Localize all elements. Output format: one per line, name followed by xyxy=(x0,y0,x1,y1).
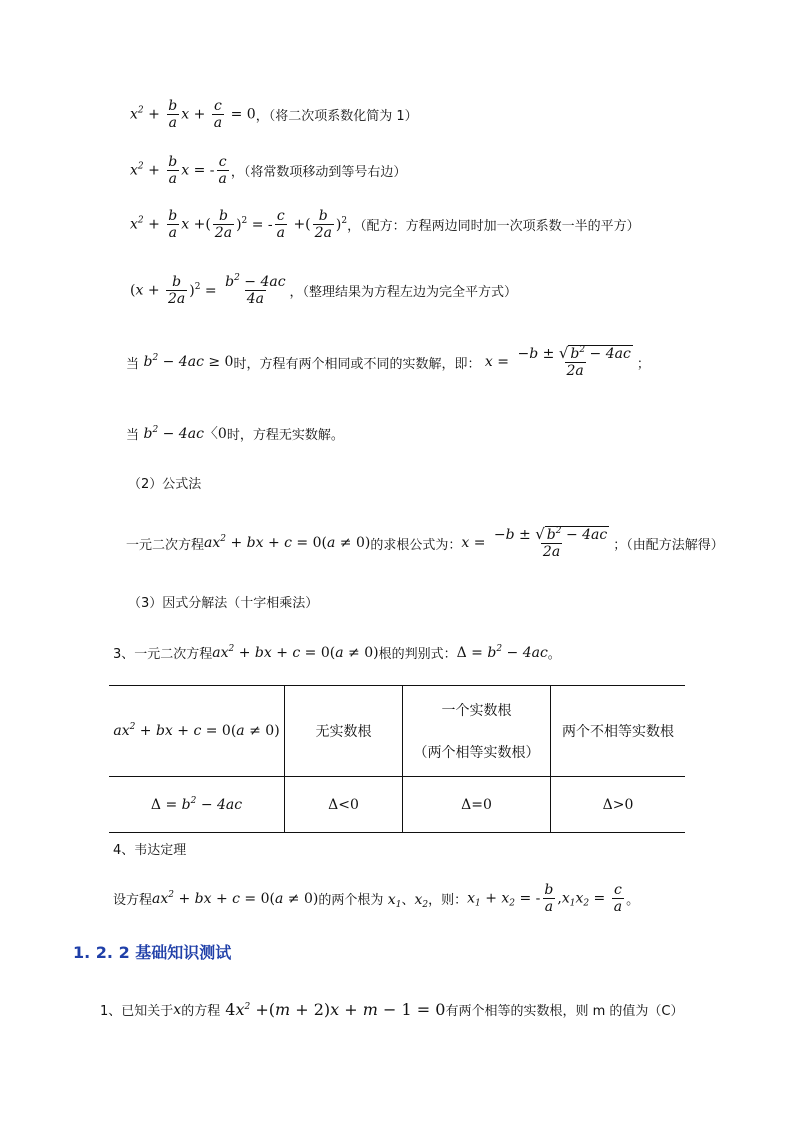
equation: (x + $\frac{b}{2a}$ )$^2$ = $\frac{b^2 - 4ac}{4a}$ xyxy=(130,273,286,307)
method-3-label: （3）因式分解法（十字相乘法） xyxy=(128,596,319,611)
equation: $x^2$ + $\frac{b}{a}$ x +( $\frac{b}{2a}$ )$^2$ = - $\frac{c}{a}$ +( $\frac{b}{2a}$ )$^2$ xyxy=(130,208,348,241)
step-note: ，（整理结果为方程左边为完全平方式） xyxy=(289,285,518,300)
vieta-theorem: 设方程 $ax^2$ + bx + c = 0(a ≠ 0) 的两个根为 $x_1$、$x_2$ ，则： $x_1 + x_2$ = - $\frac{b}{a}$ $,x_1x_2$ = $\frac{c}{a}$ 。 xyxy=(113,882,640,915)
quadratic-equation: $ax^2$ + bx + c = 0(a ≠ 0) xyxy=(204,534,371,551)
discriminant-definition: $\Delta = b^2 - 4ac$ xyxy=(456,643,548,661)
table-cell: $\Delta = b^2 - 4ac$ xyxy=(109,777,285,833)
table-cell: Δ=0 xyxy=(403,777,551,833)
quadratic-equation: $ax^2$ + bx + c = 0(a ≠ 0) xyxy=(152,889,319,907)
equation: $x^2$ + $\frac{b}{a}$ x + $\frac{c}{a}$ = 0 xyxy=(130,98,256,131)
root-formula: x = $\frac{-b \pm √ b^2 - 4ac}{2a}$ xyxy=(480,344,631,379)
question-equation: $4x^2 +(m + 2)x + m - 1 = 0$ xyxy=(225,1000,446,1019)
table-cell: Δ>0 xyxy=(551,777,686,833)
root-formula: x = $\frac{-b \pm √ b^2 - 4ac}{2a}$ xyxy=(461,525,608,560)
step-2 xyxy=(130,154,406,187)
point-3: 3、一元二次方程 $ax^2$ + bx + c = 0(a ≠ 0) 根的判别式： $\Delta = b^2 - 4ac$ 。 xyxy=(113,643,561,662)
quadratic-formula-line: 一元二次方程 $ax^2$ + bx + c = 0(a ≠ 0) 的求根公式为： x = $\frac{-b \pm √ b^2 - 4ac}{2a}$ ；（由配方法解得） xyxy=(126,525,724,560)
table-cell: 两个不相等实数根 xyxy=(551,686,686,777)
step-3 xyxy=(130,208,640,241)
point-4-label: 4、韦达定理 xyxy=(113,843,187,858)
vieta-formulas: $x_1 + x_2$ = - $\frac{b}{a}$ $,x_1x_2$ = $\frac{c}{a}$ xyxy=(467,882,623,915)
discriminant-expression: $b^2 - 4ac$〈0 xyxy=(139,425,227,442)
step-note: ，（将二次项系数化简为 1） xyxy=(255,109,418,124)
step-note: ，（将常数项移动到等号右边） xyxy=(230,165,407,180)
table-cell: 一个实数根 （两个相等实数根） xyxy=(403,686,551,777)
step-4 xyxy=(130,274,517,307)
case-real-roots: 当 $b^2 - 4ac \ge 0$ 时，方程有两个相同或不同的实数解，即： x = $\frac{-b \pm √ b^2 - 4ac}{2a}$ ； xyxy=(126,344,650,379)
case-no-roots: 当 $b^2 - 4ac$〈0 时，方程无实数解。 xyxy=(126,425,344,443)
equation: $x^2$ + $\frac{b}{a}$ x = - $\frac{c}{a}$ xyxy=(130,154,227,187)
step-note: ，（配方：方程两边同时加一次项系数一半的平方） xyxy=(347,219,640,234)
method-2-label: （2）公式法 xyxy=(128,477,202,492)
roots: $x_1$、$x_2$ xyxy=(383,892,429,910)
discriminant-expression: $b^2 - 4ac \ge 0$ xyxy=(139,353,234,370)
table-row xyxy=(109,777,685,833)
step-1 xyxy=(130,98,418,131)
question-1: 1、已知关于 x 的方程 $4x^2 +(m + 2)x + m - 1 = 0$ 有两个相等的实数根，则 m 的值为（C） xyxy=(100,1000,684,1019)
table-cell: $ax^2$ + bx + c = 0(a ≠ 0) xyxy=(109,686,285,777)
discriminant-table xyxy=(109,685,685,833)
section-heading: 1. 2. 2 基础知识测试 xyxy=(73,943,232,962)
table-cell: Δ<0 xyxy=(285,777,403,833)
table-cell: 无实数根 xyxy=(285,686,403,777)
table-row xyxy=(109,686,685,777)
quadratic-equation: $ax^2$ + bx + c = 0(a ≠ 0) xyxy=(212,643,379,661)
